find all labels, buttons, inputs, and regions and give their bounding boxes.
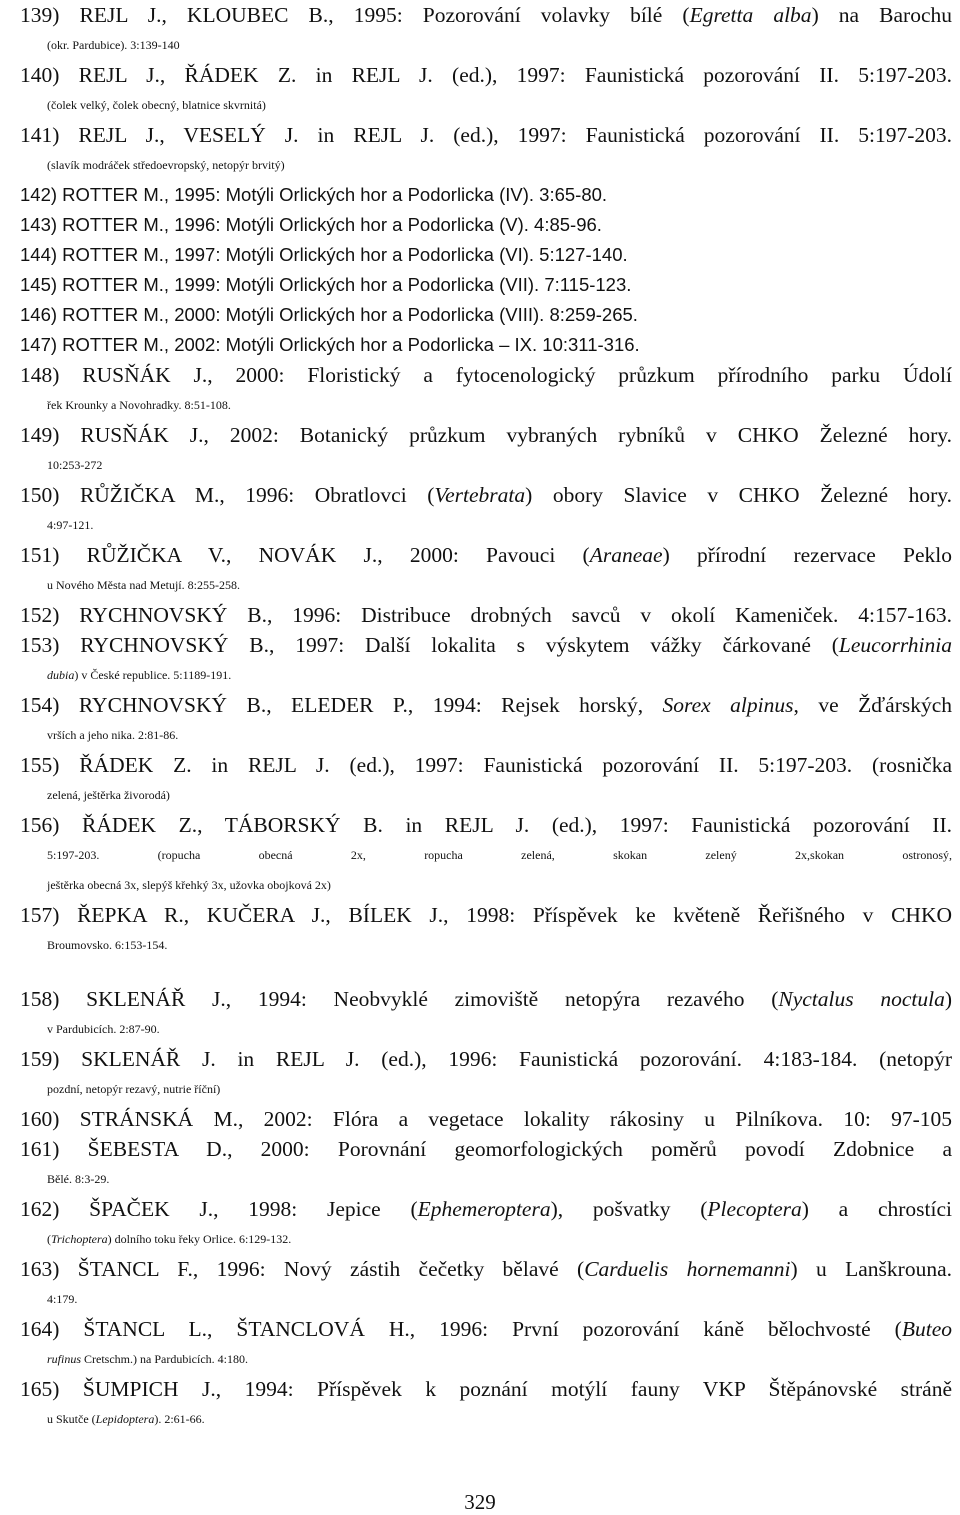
bibliography-entry [20,240,952,270]
entry-text: ) přírodní rezervace Peklo [662,543,952,567]
entry-continuation-line [20,870,952,900]
bibliography-entry [20,900,952,960]
entry-first-line [20,240,952,270]
entry-first-line [20,210,952,240]
entry-text: 149) RUSŇÁK J., 2002: Botanický průzkum vybraných rybníků v CHKO Železné hory. [20,423,952,447]
entry-continuation-line [20,1344,952,1374]
entry-first-line [20,1374,952,1404]
entry-text: 154) RYCHNOVSKÝ B., ELEDER P., 1994: Rejsek horský, [20,693,663,717]
entry-text: 140) REJL J., ŘÁDEK Z. in REJL J. (ed.), 1997: Faunistická pozorování II. 5:197-203. [20,63,952,87]
entry-first-line [20,1134,952,1164]
entry-text: Bělé. 8:3-29. [47,1172,110,1186]
bibliography-entry [20,1044,952,1104]
bibliography-entry [20,810,952,900]
entry-text: 162) ŠPAČEK J., 1998: Jepice ( [20,1197,418,1221]
entry-first-line [20,690,952,720]
entry-text: ) a chrostíci [801,1197,952,1221]
entry-first-line [20,120,952,150]
entry-first-line [20,420,952,450]
entry-text: řek Krounky a Novohradky. 8:51-108. [47,398,231,412]
bibliography-entry [20,1374,952,1434]
italic-taxon-name: Trichoptera [51,1232,108,1246]
entry-continuation-line [20,1074,952,1104]
bibliography-entry [20,300,952,330]
entry-first-line [20,1044,952,1074]
entry-continuation-line [20,1284,952,1314]
entry-text: 141) REJL J., VESELÝ J. in REJL J. (ed.), 1997: Faunistická pozorování II. 5:197-203. [20,123,952,147]
entry-continuation-line [20,1404,952,1434]
entry-text: ) v České republice. 5:1189-191. [74,668,232,682]
entry-text: 155) ŘÁDEK Z. in REJL J. (ed.), 1997: Faunistická pozorování II. 5:197-203. (rosnička [20,753,952,777]
entry-continuation-line [20,930,952,960]
entry-text: ), pošvatky ( [550,1197,708,1221]
entry-text: Cretschm.) na Pardubicích. 4:180. [81,1352,248,1366]
entry-text: 4:179. [47,1292,78,1306]
bibliography-entry [20,1134,952,1194]
entry-text: Broumovsko. 6:153-154. [47,938,168,952]
entry-continuation-line [20,720,952,750]
entry-first-line [20,540,952,570]
bibliography-entry [20,360,952,420]
entry-text: ) [944,987,952,1011]
italic-taxon-name: Ephemeroptera [417,1197,551,1221]
entry-text: 163) ŠTANCL F., 1996: Nový zástih čečetky bělavé ( [20,1257,585,1281]
entry-continuation-line [20,1164,952,1194]
entry-text: 151) RŮŽIČKA V., NOVÁK J., 2000: Pavouci ( [20,543,590,567]
entry-first-line [20,984,952,1014]
entry-first-line [20,0,952,30]
bibliography-entry [20,480,952,540]
entry-first-line [20,1104,952,1134]
bibliography-entry [20,0,952,60]
entry-text: ) dolního toku řeky Orlice. 6:129-132. [107,1232,292,1246]
entry-text: 142) ROTTER M., 1995: Motýli Orlických hor a Podorlicka (IV). 3:65-80. [20,184,608,205]
bibliography-entry [20,540,952,600]
bibliography-entry [20,1104,952,1134]
entry-text: 5:197-203. (ropucha obecná 2x, ropucha zelená, skokan zelený 2x,skokan ostronosý, [47,848,952,862]
bibliography-entry [20,270,952,300]
entry-continuation-line [20,90,952,120]
entry-text: (okr. Pardubice). 3:139-140 [47,38,180,52]
entry-text: 152) RYCHNOVSKÝ B., 1996: Distribuce drobných savců v okolí Kameniček. 4:157-163. [20,603,952,627]
entry-first-line [20,1254,952,1284]
entry-text: u Nového Města nad Metují. 8:255-258. [47,578,240,592]
entry-text: ( [47,1232,51,1246]
bibliography-entry [20,180,952,210]
bibliography-entry [20,210,952,240]
bibliography-entry [20,984,952,1044]
entry-text: v Pardubicích. 2:87-90. [47,1022,160,1036]
entry-text: 147) ROTTER M., 2002: Motýli Orlických hor a Podorlicka – IX. 10:311-316. [20,334,640,355]
entry-text: 145) ROTTER M., 1999: Motýli Orlických hor a Podorlicka (VII). 7:115-123. [20,274,632,295]
entry-text: vrších a jeho nika. 2:81-86. [47,728,179,742]
entry-text: ) u Lanškrouna. [790,1257,952,1281]
entry-text: 144) ROTTER M., 1997: Motýli Orlických hor a Podorlicka (VI). 5:127-140. [20,244,628,265]
bibliography-entry [20,60,952,120]
italic-taxon-name: Nyctalus noctula [778,987,945,1011]
italic-taxon-name: Carduelis hornemanni [584,1257,791,1281]
entry-text: 159) SKLENÁŘ J. in REJL J. (ed.), 1996: Faunistická pozorování. 4:183-184. (netopýr [20,1047,952,1071]
bibliography-entry [20,330,952,360]
entry-first-line [20,600,952,630]
italic-taxon-name: Leucorrhinia [838,633,952,657]
entry-text: , ve Žďárských [793,693,952,717]
bibliography-entry [20,1314,952,1374]
entry-text: ) obory Slavice v CHKO Železné hory. [525,483,952,507]
entry-text: 139) REJL J., KLOUBEC B., 1995: Pozorování volavky bílé ( [20,3,690,27]
entry-text: 146) ROTTER M., 2000: Motýli Orlických hor a Podorlicka (VIII). 8:259-265. [20,304,638,325]
entry-text: ještěrka obecná 3x, slepýš křehký 3x, užovka obojková 2x) [47,878,331,892]
entry-continuation-line [20,30,952,60]
bibliography-entry [20,690,952,750]
entry-first-line [20,270,952,300]
entry-text: 153) RYCHNOVSKÝ B., 1997: Další lokalita s výskytem vážky čárkované ( [20,633,839,657]
entry-text: 10:253-272 [47,458,103,472]
entry-text: (slavík modráček středoevropský, netopýr brvitý) [47,158,285,172]
italic-taxon-name: Lepidoptera [95,1412,155,1426]
entry-text: ) na Barochu [811,3,952,27]
italic-taxon-name: Buteo [901,1317,952,1341]
entry-text: 4:97-121. [47,518,94,532]
entry-text: pozdní, netopýr rezavý, nutrie říční) [47,1082,221,1096]
entry-continuation-line [20,510,952,540]
entry-first-line [20,1314,952,1344]
entry-text: 150) RŮŽIČKA M., 1996: Obratlovci ( [20,483,435,507]
entry-first-line [20,750,952,780]
entry-first-line [20,630,952,660]
entry-first-line [20,330,952,360]
bibliography-entry [20,1194,952,1254]
entry-first-line [20,1194,952,1224]
entry-continuation-line [20,390,952,420]
bibliography-entry [20,420,952,480]
entry-text: u Skutče ( [47,1412,96,1426]
entry-text: 148) RUSŇÁK J., 2000: Floristický a fytocenologický průzkum přírodního parku Údolí [20,363,952,387]
entry-continuation-line [20,780,952,810]
entry-continuation-line [20,450,952,480]
entry-continuation-line [20,840,952,870]
entry-first-line [20,300,952,330]
bibliography-list [20,0,952,1434]
page-number: 329 [464,1490,496,1514]
entry-text: 156) ŘÁDEK Z., TÁBORSKÝ B. in REJL J. (ed.), 1997: Faunistická pozorování II. [20,813,952,837]
italic-taxon-name: Egretta alba [689,3,812,27]
entry-continuation-line [20,660,952,690]
entry-text: 143) ROTTER M., 1996: Motýli Orlických hor a Podorlicka (V). 4:85-96. [20,214,602,235]
bibliography-entry [20,630,952,690]
entry-text: zelená, ještěrka živorodá) [47,788,170,802]
entry-text: 158) SKLENÁŘ J., 1994: Neobvyklé zimoviště netopýra rezavého ( [20,987,779,1011]
entry-text: 164) ŠTANCL L., ŠTANCLOVÁ H., 1996: První pozorování káně bělochvosté ( [20,1317,902,1341]
italic-taxon-name: Sorex alpinus [662,693,794,717]
entry-text: ). 2:61-66. [154,1412,205,1426]
bibliography-entry [20,1254,952,1314]
entry-continuation-line [20,1014,952,1044]
entry-first-line [20,360,952,390]
italic-taxon-name: Araneae [589,543,663,567]
entry-first-line [20,60,952,90]
entry-text: 165) ŠUMPICH J., 1994: Příspěvek k poznání motýlí fauny VKP Štěpánovské stráně [20,1377,952,1401]
italic-taxon-name: dubia [47,668,75,682]
entry-spacer [20,960,952,984]
italic-taxon-name: Vertebrata [434,483,526,507]
entry-text: 157) ŘEPKA R., KUČERA J., BÍLEK J., 1998: Příspěvek ke květeně Řeřišného v CHKO [20,903,952,927]
entry-first-line [20,810,952,840]
entry-continuation-line [20,570,952,600]
entry-continuation-line [20,150,952,180]
italic-taxon-name: rufinus [47,1352,82,1366]
bibliography-entry [20,750,952,810]
entry-text: 160) STRÁNSKÁ M., 2002: Flóra a vegetace lokality rákosiny u Pilníkova. 10: 97-105 [20,1107,952,1131]
italic-taxon-name: Plecoptera [707,1197,802,1221]
entry-first-line [20,180,952,210]
entry-first-line [20,480,952,510]
entry-first-line [20,900,952,930]
bibliography-entry [20,120,952,180]
entry-text: 161) ŠEBESTA D., 2000: Porovnání geomorfologických poměrů povodí Zdobnice a [20,1137,952,1161]
bibliography-entry [20,600,952,630]
entry-continuation-line [20,1224,952,1254]
entry-text: (čolek velký, čolek obecný, blatnice skvrnitá) [47,98,266,112]
